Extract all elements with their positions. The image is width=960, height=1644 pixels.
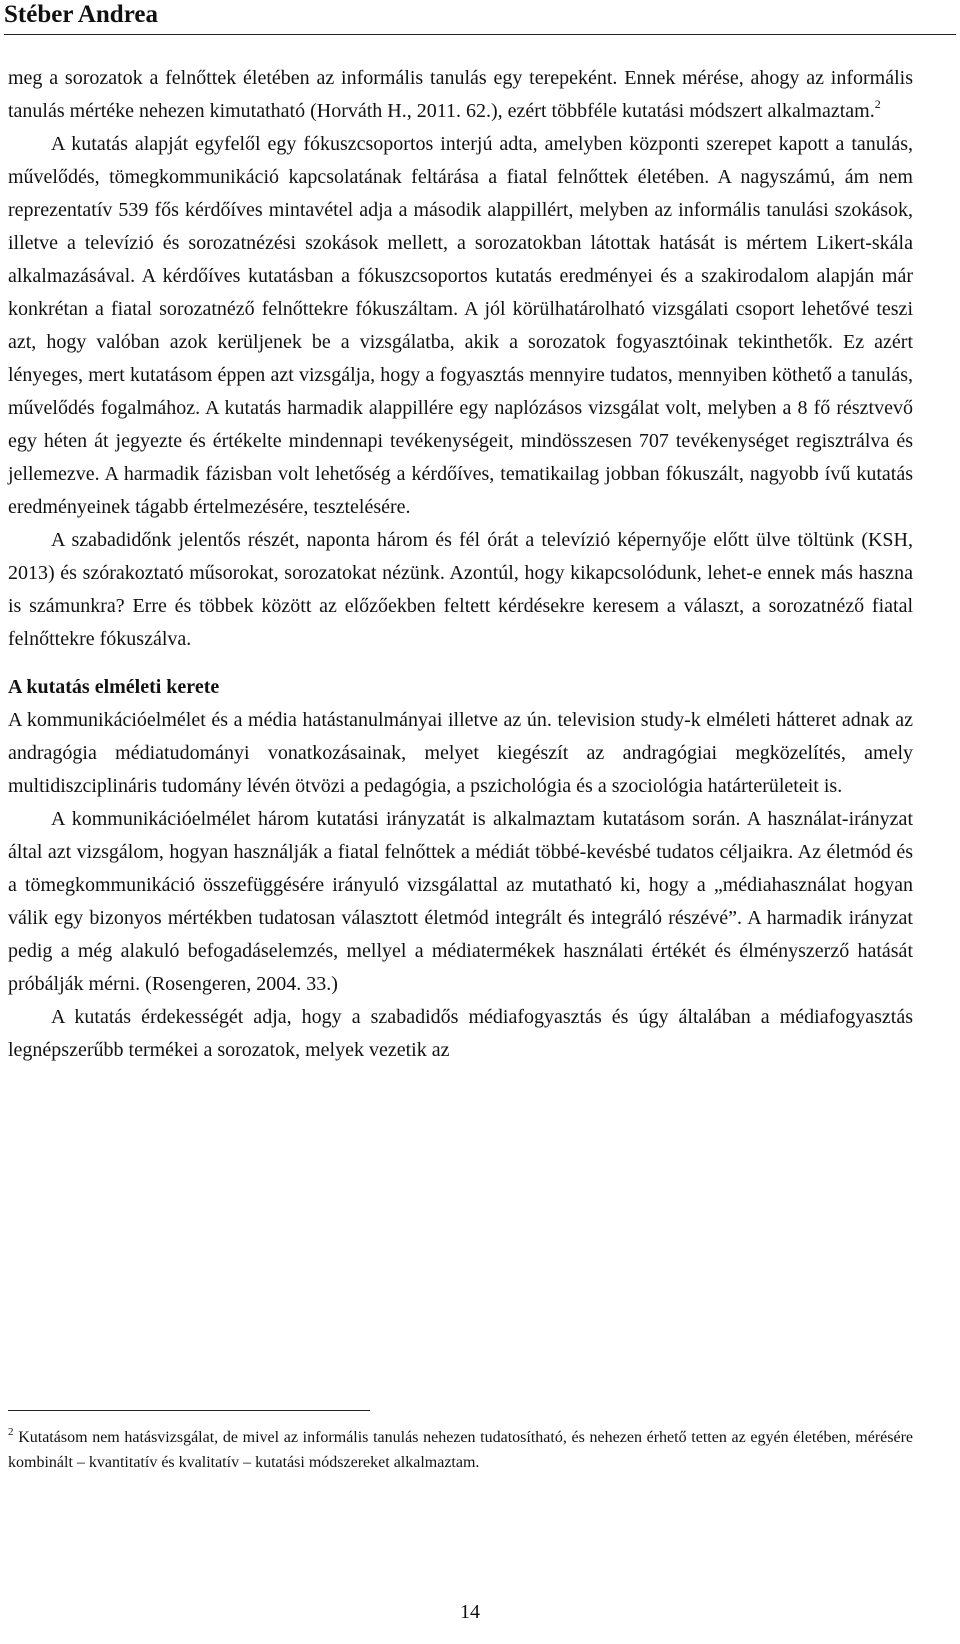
footnote [8,1425,913,1475]
footnote-number: 2 [8,1426,14,1438]
paragraph-2: A kutatás alapját egyfelől egy fókuszcsoportos interjú adta, amelyben központi szerepet kapott a tanulás, művelődés, tömegkommunikáció kapcsolatának feltárása a fiatal felnőttek életében. A nagyszámú, ám nem reprezentatív 539 fős kérdőíves mintavétel adja a második alappillért, melyben az informális tanulási szokások, illetve a televízió és sorozatnézési szokások mellett, a sorozatokban látottak hatását is mértem Likert-skála alkalmazásával. A kérdőíves kutatásban a fókuszcsoportos kutatás eredményei és a szakirodalom alapján már konkrétan a fiatal sorozatnéző felnőttekre fókuszáltam. A jól körülhatárolható vizsgálati csoport lehetővé teszi azt, hogy valóban azok kerüljenek be a vizsgálatba, akik a sorozatok fogyasztóinak tekinthetők. Ez azért lényeges, mert kutatásom éppen azt vizsgálja, hogy a fogyasztás mennyire tudatos, mennyiben köthető a tanulás, művelődés fogalmához. A kutatás harmadik alappillére egy naplózásos vizsgálat volt, melyben a 8 fő résztvevő egy héten át jegyezte és értékelte mindennapi tevékenységeit, mindösszesen 707 tevékenységet regisztrálva és jellemezve. A harmadik fázisban volt lehetőség a kérdőíves, tematikailag jobban fókuszált, nagyobb ívű kutatás eredményeinek tágabb értelmezésére, tesztelésére. [8,133,913,518]
section-paragraph-2: A kommunikációelmélet három kutatási irányzatát is alkalmaztam kutatásom során. A használat-irányzat által azt vizsgálom, hogyan használják a fiatal felnőttek a médiát többé-kevésbé tudatos céljaikra. Az életmód és a tömegkommunikáció összefüggésére irányuló vizsgálattal az mutatható ki, hogy a „médiahasználat hogyan válik egy bizonyos mértékben tudatosan választott életmód integrált és integráló részévé”. A harmadik irányzat pedig a még alakuló befogadáselemzés, mellyel a médiatermékek használati értékét és élményszerző hatását próbálják mérni. (Rosengeren, 2004. 33.) [8,808,913,995]
paragraph-1-text: meg a sorozatok a felnőttek életében az informális tanulás egy terepeként. Ennek mérése, ahogy az informális tanulás mértéke nehezen kimutatható (Horváth H., 2011. 62.), ezért többféle kutatási módszert alkalmaztam. [8,67,913,122]
paragraph-3: A szabadidőnk jelentős részét, naponta három és fél órát a televízió képernyője előtt ülve töltünk (KSH, 2013) és szórakoztató műsorokat, sorozatokat nézünk. Azontúl, hogy kikapcsolódunk, lehet-e ennek más haszna is számunkra? Erre és többek között az előzőekben feltett kérdésekre keresem a választ, a sorozatnéző fiatal felnőttekre fókuszálva. [8,529,913,650]
section-heading: A kutatás elméleti kerete [8,676,220,698]
footnote-text: Kutatásom nem hatásvizsgálat, de mivel az informális tanulás nehezen tudatosítható, és nehezen érhető tetten az egyén életében, mérésére kombinált – kvantitatív és kvalitatív – kutatási módszereket alkalmaztam. [8,1429,914,1471]
paragraph-1 [8,62,913,128]
page-number: 14 [460,1601,480,1623]
running-header-author: Stéber Andrea [4,1,158,28]
section-paragraph-1: A kommunikációelmélet és a média hatástanulmányai illetve az ún. television study-k elméleti hátteret adnak az andragógia médiatudományi vonatkozásainak, melyet kiegészít az andragógiai megközelítés, amely multidiszciplináris tudomány lévén ötvözi a pedagógia, a pszichológia és a szociológia határterületeit is. [8,709,913,797]
footnote-ref[interactable]: 2 [874,97,881,111]
body-text [8,62,913,1067]
footnote-separator [8,1410,370,1411]
section-paragraph-3: A kutatás érdekességét adja, hogy a szabadidős médiafogyasztás és úgy általában a médiafogyasztás legnépszerűbb termékei a sorozatok, melyek vezetik az [8,1006,913,1061]
header-rule [4,34,956,35]
